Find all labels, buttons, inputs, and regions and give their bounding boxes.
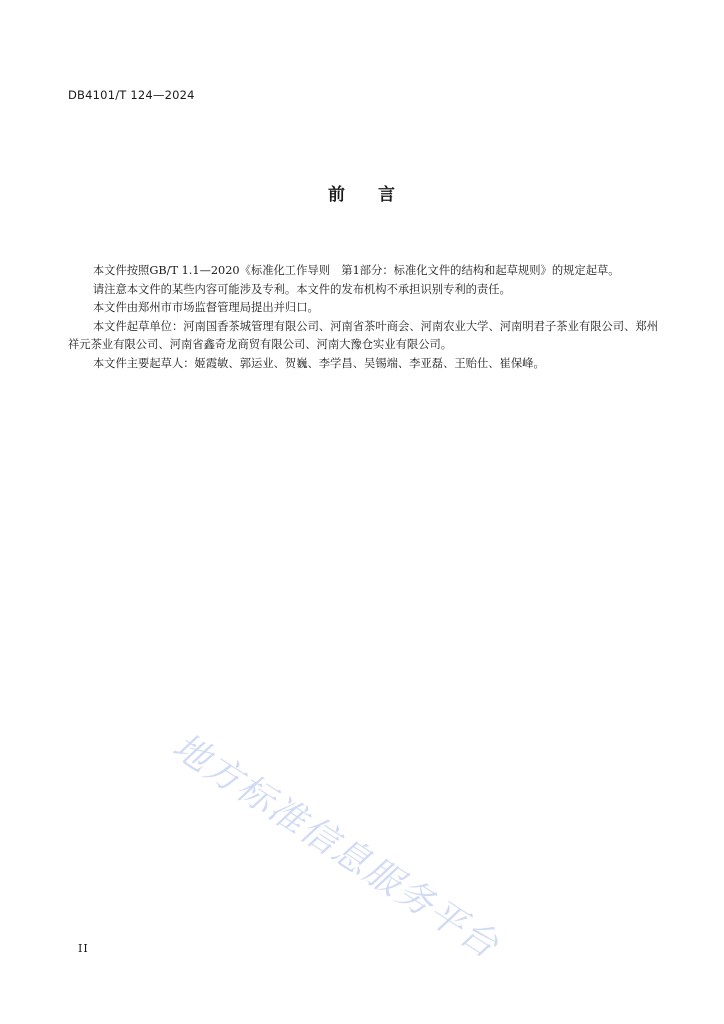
- foreword-title: [0, 180, 724, 205]
- paragraph-drafters: 本文件主要起草人：姬霞敏、郭运业、贺巍、李学昌、吴锡端、李亚磊、王贻仕、崔保峰。: [92, 356, 545, 370]
- paragraph-drafting-units: 本文件起草单位：河南国香茶城管理有限公司、河南省茶叶商会、河南农业大学、河南明君子茶业有限公司、郑州祥元茶业有限公司、河南省鑫奇龙商贸有限公司、河南大豫仓实业有限公司。: [68, 319, 658, 351]
- foreword-body: [68, 262, 658, 373]
- title-char-2: 言: [378, 185, 396, 205]
- watermark: 地方标准信息服务平台: [165, 725, 507, 968]
- paragraph-patent-notice: 请注意本文件的某些内容可能涉及专利。本文件的发布机构不承担识别专利的责任。: [92, 282, 511, 296]
- title-char-1: 前: [328, 185, 346, 205]
- paragraph-proposer: 本文件由郑州市市场监督管理局提出并归口。: [92, 301, 319, 314]
- page-number: II: [78, 942, 89, 955]
- document-code: DB4101/T 124—2024: [68, 88, 195, 102]
- paragraph-drafting-rules: 本文件按照GB/T 1.1—2020《标准化工作导则 第1部分：标准化文件的结构和起草规则》的规定起草。: [92, 264, 620, 277]
